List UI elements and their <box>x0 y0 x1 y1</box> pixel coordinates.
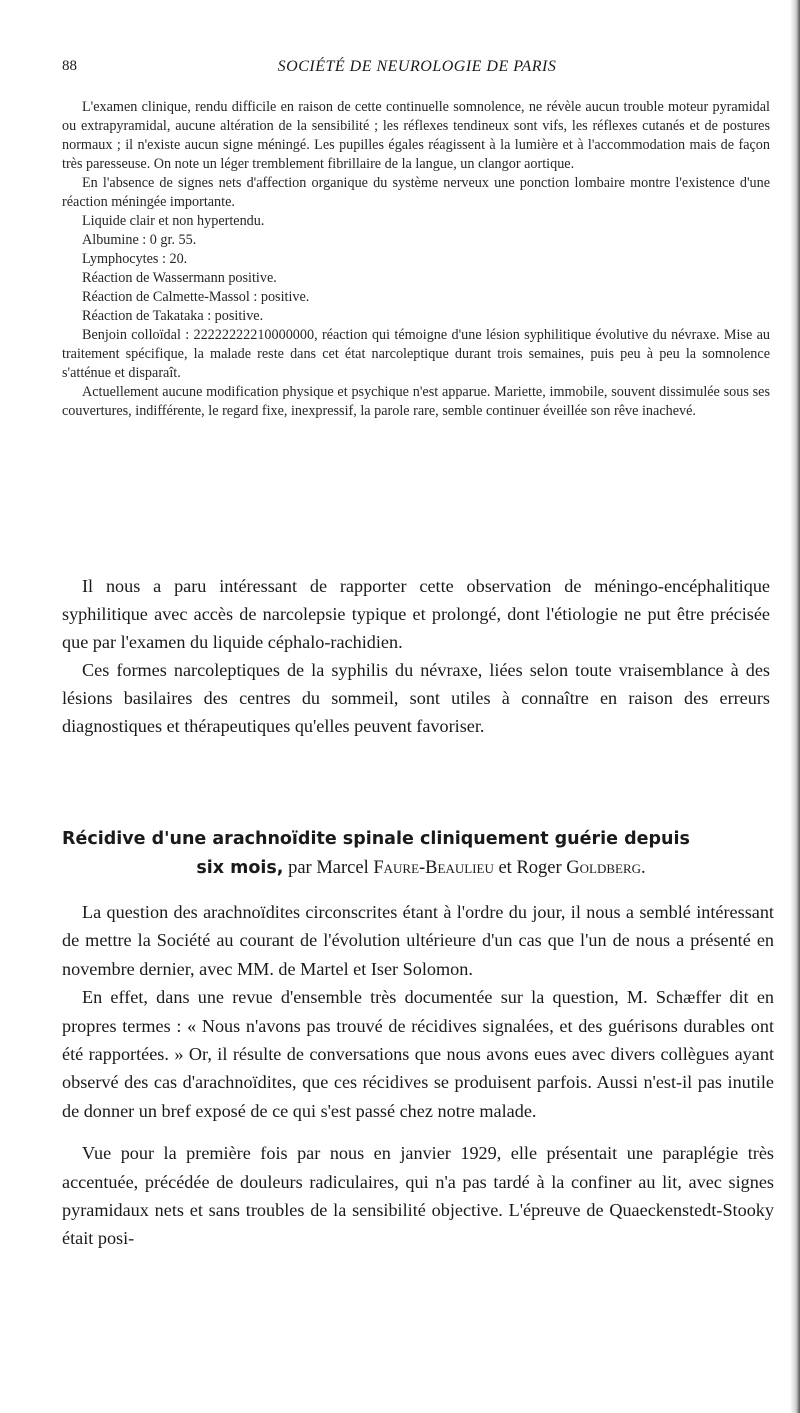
observation-paragraph: Réaction de Wassermann positive. <box>82 270 277 286</box>
author-name-2: Goldberg. <box>566 858 646 878</box>
byline-par: par Marcel <box>288 858 369 878</box>
observation-paragraph: En l'absence de signes nets d'affection organique du système nerveux une ponction lombaire montre l'existence d'une réaction méningée importante. <box>62 175 770 210</box>
observation-paragraph: Actuellement aucune modification physique et psychique n'est apparue. Mariette, immobile, souvent dissimulée sous ses couvertures, indifférente, le regard fixe, inexpressif, la parole rare, semble continuer éveillée son rêve inachevé. <box>62 384 770 419</box>
page-header <box>62 58 772 82</box>
article-title-line1: Récidive d'une arachnoïdite spinale cliniquement guérie depuis <box>62 829 690 849</box>
observation-paragraph: Réaction de Takataka : positive. <box>82 308 264 324</box>
article-title <box>62 825 780 883</box>
article-body <box>62 898 774 1253</box>
article-title-line2 <box>62 854 780 883</box>
conclusion-text <box>62 572 770 740</box>
observation-paragraph: Liquide clair et non hypertendu. <box>82 213 265 229</box>
observation-paragraph: Réaction de Calmette-Massol : positive. <box>82 289 310 305</box>
observation-paragraph: Lymphocytes : 20. <box>82 251 188 267</box>
article-paragraph: La question des arachnoïdites circonscrites étant à l'ordre du jour, il nous a semblé intéressant de mettre la Société au courant de l'évolution ultérieure d'un cas que l'un de nous a présenté en novembre dernier, avec MM. de Martel et Iser Solomon. <box>62 902 774 979</box>
observation-text <box>62 98 770 421</box>
observation-paragraph: Benjoin colloïdal : 22222222210000000, réaction qui témoigne d'une lésion syphilitique évolutive du névraxe. Mise au traitement spécifique, la malade reste dans cet état narcoleptique durant trois semaines, puis peu à peu la somnolence s'atténue et disparaît. <box>62 327 770 381</box>
page-number: 88 <box>62 58 77 74</box>
conclusion-paragraph: Ces formes narcoleptiques de la syphilis du névraxe, liées selon toute vraisemblance à des lésions basilaires des centres du sommeil, sont utiles à connaître en raison des erreurs diagnostiques et thérapeutiques qu'elles peuvent favoriser. <box>62 660 770 736</box>
byline-et: et Roger <box>498 858 562 878</box>
article-title-bold-end: six mois, <box>196 858 284 878</box>
article-paragraph: En effet, dans une revue d'ensemble très documentée sur la question, M. Schæffer dit en propres termes : « Nous n'avons pas trouvé de récidives signalées, et des guérisons durables ont été rapportées. » Or, il résulte de conversations que nous avons eues avec divers collègues ayant observé des cas d'arachnoïdites, que ces récidives se produisent parfois. Aussi n'est-il pas inutile de donner un bref exposé de ce qui s'est passé chez notre malade. <box>62 987 774 1121</box>
author-name-1: Faure-Beaulieu <box>373 858 494 878</box>
running-head: SOCIÉTÉ DE NEUROLOGIE DE PARIS <box>277 58 557 75</box>
article-paragraph: Vue pour la première fois par nous en janvier 1929, elle présentait une paraplégie très accentuée, précédée de douleurs radiculaires, qui n'a pas tardé à la confiner au lit, avec signes pyramidaux nets et sans troubles de la sensibilité objective. L'épreuve de Quaeckenstedt-Stooky était posi- <box>62 1143 774 1249</box>
book-spine-shadow <box>790 0 800 1413</box>
conclusion-paragraph: Il nous a paru intéressant de rapporter cette observation de méningo-encéphalitique syphilitique avec accès de narcolepsie typique et prolongé, dont l'étiologie ne put être précisée que par l'examen du liquide céphalo-rachidien. <box>62 576 770 652</box>
observation-paragraph: Albumine : 0 gr. 55. <box>82 232 197 248</box>
observation-paragraph: L'examen clinique, rendu difficile en raison de cette continuelle somnolence, ne révèle aucun trouble moteur pyramidal ou extrapyramidal, aucune altération de la sensibilité ; les réflexes tendineux sont vifs, les réflexes cutanés et de postures normaux ; il n'existe aucun signe méningé. Les pupilles égales réagissent à la lumière et à l'accommodation mais de façon très paresseuse. On note un léger tremblement fibrillaire de la langue, un clangor aortique. <box>62 99 770 172</box>
